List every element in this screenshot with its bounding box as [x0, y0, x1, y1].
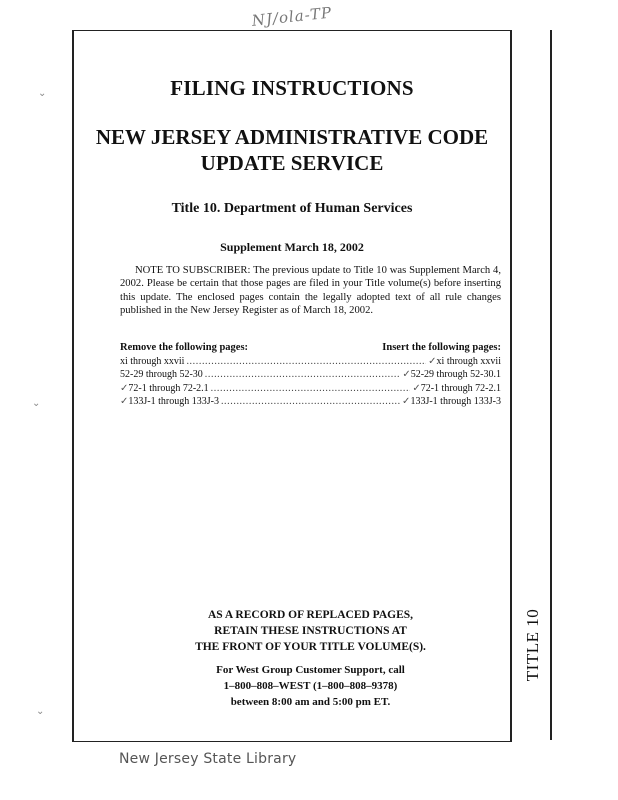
checkmark-icon: ✓ [402, 369, 411, 381]
table-row [120, 382, 501, 396]
support-hours: between 8:00 am and 5:00 pm ET. [230, 696, 391, 708]
scan-mark: ⌄ [32, 398, 41, 409]
library-stamp: New Jersey State Library [119, 751, 297, 767]
scan-mark: ⌄ [36, 706, 45, 717]
record-notice [120, 607, 501, 655]
pages-table-header [120, 341, 501, 355]
checkmark-icon: ✓ [412, 382, 421, 394]
record-notice-line-1: AS A RECORD OF REPLACED PAGES, [207, 609, 414, 621]
insert-pages: 52-29 through 52-30.1 [410, 369, 501, 381]
handwritten-annotation: NJ/ola-TP [250, 3, 333, 30]
supplement-date: Supplement March 18, 2002 [220, 240, 364, 254]
remove-pages: 133J-1 through 133J-3 [128, 396, 219, 408]
spine-label-text: TITLE 10 [523, 608, 543, 682]
leader-dots [221, 395, 400, 409]
insert-header: Insert the following pages: [382, 342, 501, 353]
leader-dots [205, 368, 401, 382]
remove-header: Remove the following pages: [120, 342, 249, 353]
remove-pages: xi through xxvii [120, 355, 185, 367]
code-title-line-2: UPDATE SERVICE [200, 151, 384, 175]
spine-label [514, 590, 552, 700]
table-row [120, 395, 501, 409]
code-title [72, 124, 512, 176]
page-title: FILING INSTRUCTIONS [170, 76, 414, 100]
table-row [120, 368, 501, 382]
leader-dots [186, 355, 426, 369]
insert-pages: xi through xxvii [436, 355, 501, 367]
checkmark-icon: ✓ [428, 355, 437, 367]
record-notice-line-3: THE FRONT OF YOUR TITLE VOLUME(S). [195, 641, 426, 653]
remove-pages: 72-1 through 72-2.1 [128, 382, 209, 394]
customer-support [120, 662, 501, 710]
code-title-line-1: NEW JERSEY ADMINISTRATIVE CODE [95, 125, 489, 149]
scan-mark: ⌄ [38, 88, 47, 99]
insert-pages: 133J-1 through 133J-3 [410, 396, 501, 408]
checkmark-icon: ✓ [120, 396, 129, 408]
remove-pages: 52-29 through 52-30 [120, 369, 203, 381]
checkmark-icon: ✓ [402, 396, 411, 408]
support-line-1: For West Group Customer Support, call [216, 664, 405, 676]
support-phone: 1–800–808–WEST (1–800–808–9378) [223, 680, 398, 692]
table-row [120, 355, 501, 369]
title-subheading: Title 10. Department of Human Services [171, 201, 413, 216]
record-notice-line-2: RETAIN THESE INSTRUCTIONS AT [214, 625, 407, 637]
leader-dots [211, 382, 411, 396]
checkmark-icon: ✓ [120, 382, 129, 394]
note-to-subscriber: NOTE TO SUBSCRIBER: The previous update to Title 10 was Supplement March 4, 2002. Please be certain that those pages are filed in your Title volume(s) before inserting this update. The enclosed pages contain the legally adopted text of all rule changes published in the New Jersey Register as of March 18, 2002. [120, 265, 501, 317]
pages-table [120, 341, 501, 409]
insert-pages: 72-1 through 72-2.1 [420, 382, 501, 394]
